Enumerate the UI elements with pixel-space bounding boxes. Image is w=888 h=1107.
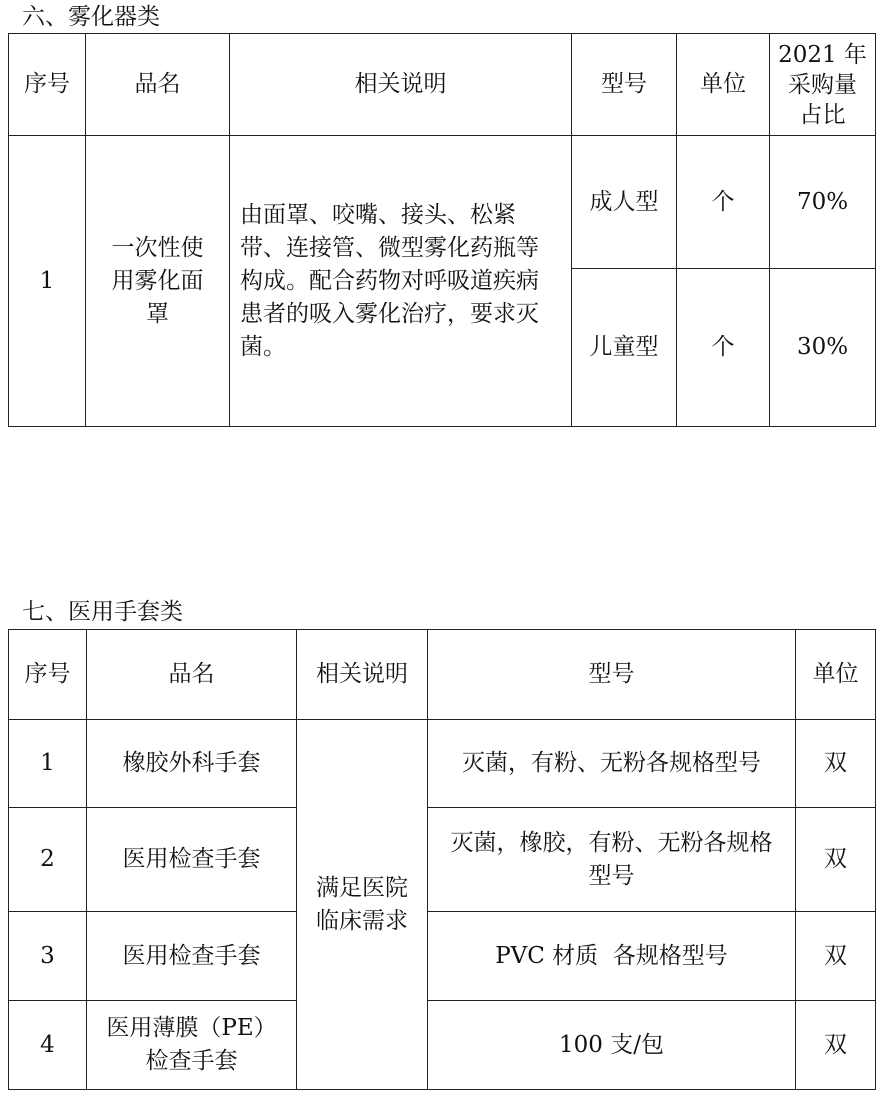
header-description: 相关说明 <box>297 630 428 720</box>
header-name: 品名 <box>87 630 297 720</box>
gloves-table <box>8 629 876 1090</box>
header-index: 序号 <box>9 34 86 136</box>
header-unit: 单位 <box>677 34 770 136</box>
row-unit: 双 <box>796 1001 876 1090</box>
section-title-gloves: 七、医用手套类 <box>22 599 183 625</box>
row-index: 1 <box>9 136 86 427</box>
row-unit-child: 个 <box>677 269 770 427</box>
row-model-child: 儿童型 <box>572 269 677 427</box>
table-row <box>9 912 876 1001</box>
row-product-name: 医用薄膜（PE）检查手套 <box>87 1001 297 1090</box>
row-product-name: 医用检查手套 <box>87 808 297 912</box>
row-product-name: 一次性使用雾化面罩 <box>86 136 230 427</box>
table-row <box>9 808 876 912</box>
row-unit: 双 <box>796 912 876 1001</box>
section-title-nebulizer: 六、雾化器类 <box>22 4 160 30</box>
header-ratio-line: 占比 <box>799 101 846 128</box>
header-index: 序号 <box>9 630 87 720</box>
table-header-row <box>9 34 876 136</box>
row-ratio-adult: 70% <box>770 136 876 269</box>
table-row <box>9 136 876 269</box>
row-model: PVC 材质 各规格型号 <box>428 912 796 1001</box>
header-ratio-line: 采购量 <box>788 71 857 98</box>
header-unit: 单位 <box>796 630 876 720</box>
row-ratio-child: 30% <box>770 269 876 427</box>
header-description: 相关说明 <box>230 34 572 136</box>
row-model: 灭菌，有粉、无粉各规格型号 <box>428 720 796 808</box>
header-name: 品名 <box>86 34 230 136</box>
table-row <box>9 720 876 808</box>
row-index: 4 <box>9 1001 87 1090</box>
row-model: 100 支/包 <box>428 1001 796 1090</box>
row-product-name: 医用检查手套 <box>87 912 297 1001</box>
header-model: 型号 <box>572 34 677 136</box>
row-description: 由面罩、咬嘴、接头、松紧带、连接管、微型雾化药瓶等构成。配合药物对呼吸道疾病患者的吸入雾化治疗，要求灭菌。 <box>230 136 572 427</box>
table-header-row <box>9 630 876 720</box>
shared-description: 满足医院临床需求 <box>297 720 428 1090</box>
row-model-adult: 成人型 <box>572 136 677 269</box>
row-unit: 双 <box>796 720 876 808</box>
row-model: 灭菌，橡胶，有粉、无粉各规格型号 <box>428 808 796 912</box>
row-index: 2 <box>9 808 87 912</box>
nebulizer-table <box>8 33 876 427</box>
row-index: 1 <box>9 720 87 808</box>
row-unit: 双 <box>796 808 876 912</box>
table-row <box>9 1001 876 1090</box>
row-index: 3 <box>9 912 87 1001</box>
header-model: 型号 <box>428 630 796 720</box>
row-product-name: 橡胶外科手套 <box>87 720 297 808</box>
row-unit-adult: 个 <box>677 136 770 269</box>
header-purchase-ratio <box>770 34 876 136</box>
header-ratio-line: 2021 年 <box>778 41 867 68</box>
